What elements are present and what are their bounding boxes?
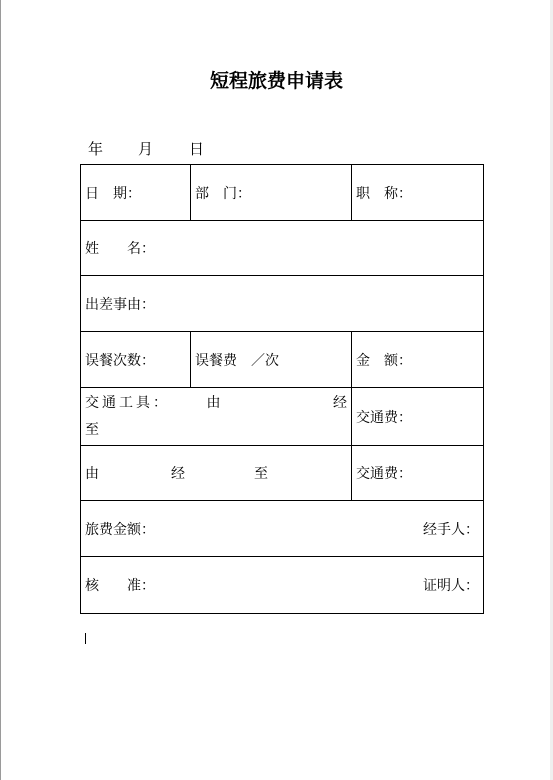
route-line [81,446,351,500]
transport-via-label: 经 [333,394,347,411]
row-name [81,221,484,276]
transport-tool-label: 交通工具： [85,394,170,411]
travel-total-cell[interactable] [81,501,484,557]
transport-fee-label: 交通费： [356,409,412,426]
meal-fee-label: 误餐费 ／次 [195,352,279,369]
transport-from-label: 由 [206,394,221,411]
transport-to-line [85,417,347,444]
route-fee-cell[interactable] [352,446,484,501]
route-from-label: 由 [85,466,99,482]
row-route [81,446,484,501]
date-label: 日 期： [85,185,141,202]
witness-label: 证明人： [423,578,479,594]
date-day-label: 日 [189,140,205,158]
meal-count-cell[interactable] [81,332,191,388]
route-cell[interactable] [81,446,352,501]
row-approval [81,557,484,614]
reason-cell[interactable] [81,276,484,332]
transport-to-label: 至 [85,421,99,438]
handler-label: 经手人： [423,521,479,538]
approval-line [85,575,479,595]
page-left-border [0,0,1,780]
travel-total-line [85,519,479,539]
date-year-label: 年 [88,140,104,158]
position-label: 职 称： [356,185,412,202]
row-date-department-title [81,165,484,221]
transport-fee-cell[interactable] [352,388,484,446]
department-cell[interactable] [191,165,352,221]
text-cursor [85,633,86,644]
route-fee-label: 交通费： [356,466,412,482]
name-label: 姓 名： [85,241,155,257]
amount-label: 金 额： [356,352,412,369]
date-month-label: 月 [138,140,154,158]
route-to-label: 至 [254,466,268,482]
approve-label: 核 准： [85,578,155,594]
travel-total-label: 旅费金额： [85,521,155,538]
approval-cell[interactable] [81,557,484,614]
row-meals [81,332,484,388]
row-transport-tool [81,388,484,446]
meal-count-label: 误餐次数： [85,352,155,369]
department-label: 部 门： [195,185,251,202]
transport-tool-cell[interactable] [81,388,352,446]
page-title: 短程旅费申请表 [209,70,343,92]
amount-cell[interactable] [352,332,484,388]
transport-tool-line [85,390,347,417]
position-cell[interactable] [352,165,484,221]
reason-label: 出差事由： [85,296,155,313]
meal-fee-cell[interactable] [191,332,352,388]
travel-expense-form-table [80,164,484,614]
row-reason [81,276,484,332]
name-cell[interactable] [81,221,484,276]
row-travel-total [81,501,484,557]
route-via-label: 经 [171,466,185,482]
date-cell[interactable] [81,165,191,221]
